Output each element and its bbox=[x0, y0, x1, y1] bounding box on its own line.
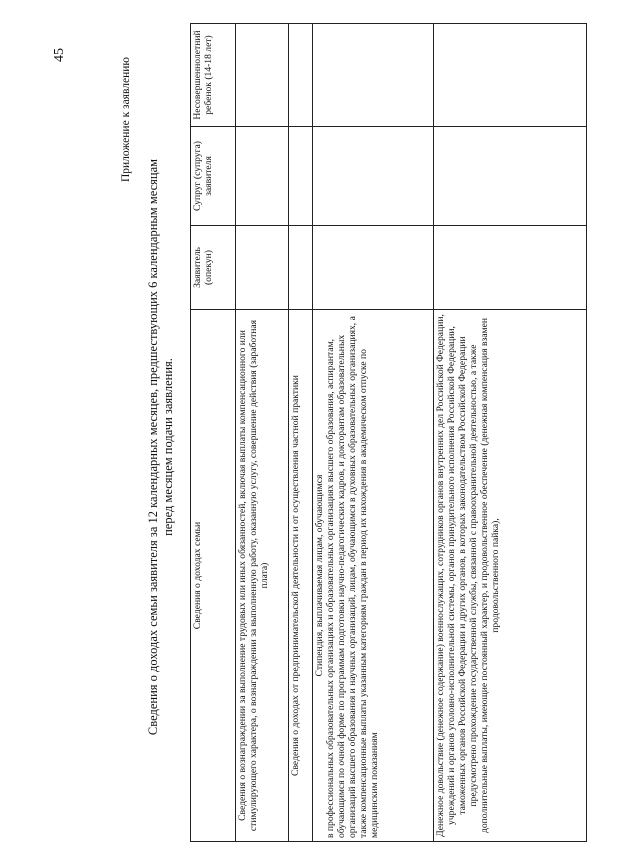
heading-line-1: Сведения о доходах семьи заявителя за 12 календарных месяцев, предшествующих 6 календарным месяцам bbox=[146, 158, 160, 736]
income-table bbox=[190, 23, 587, 842]
table-row bbox=[289, 24, 313, 842]
cell-spouse[interactable] bbox=[236, 127, 289, 226]
header-minor-child: Несовершеннолетний ребенок (14-18 лет) bbox=[191, 24, 236, 127]
header-income-info: Сведения о доходах семьи bbox=[191, 310, 236, 842]
row-wages-text: Сведения о вознаграждении за выполнение трудовых или иных обязанностей, включая выплаты компенсационного или стимулирующего характера, о вознаграждении за выполненную работу, оказанную услугу, совершение действия (заработная плата) bbox=[236, 310, 289, 842]
page-number: 45 bbox=[52, 48, 67, 62]
cell-applicant[interactable] bbox=[313, 226, 434, 310]
row-business-text: Сведения о доходах от предпринимательской деятельности и от осуществления частной практики bbox=[289, 310, 313, 842]
cell-spouse[interactable] bbox=[434, 127, 587, 226]
row-stipend bbox=[313, 310, 434, 842]
appendix-label: Приложение к заявлению bbox=[120, 57, 132, 183]
table-row bbox=[434, 24, 587, 842]
cell-applicant[interactable] bbox=[434, 226, 587, 310]
cell-spouse[interactable] bbox=[289, 127, 313, 226]
cell-applicant[interactable] bbox=[289, 226, 313, 310]
row-stipend-text: в профессиональных образовательных организациях и образовательных организациях высшего образования, аспирантам, обучающимся по очной форме по программам подготовки научно-педагогических кадров, и докторантам образовательных организаций высшего образования и научных организаций, лицам, обучающимся в духовных образовательных организациях, а также компенсационные выплаты указанным категориям граждан в период их нахождения в академическом отпуске по медицинским показаниям bbox=[325, 316, 380, 838]
table-row bbox=[236, 24, 289, 842]
cell-applicant[interactable] bbox=[236, 226, 289, 310]
rotated-page-content bbox=[120, 30, 625, 842]
header-spouse: Супруг (супруга) заявителя bbox=[191, 127, 236, 226]
row-allowance-text: Денежное довольствие (денежное содержание) военнослужащих, сотрудников органов внутренних дел Российской Федерации, учреждений и органов уголовно-исполнительной системы, органов принудительного исполнения Российской Федерации, таможенных органов Российской Федерации и других органов, в которых законодательством Российской Федерации предусмотрено прохождение государственной службы, связанной с правоохранительной деятельностью, а также дополнительные выплаты, имеющие постоянный характер, и продовольственное обеспечение (денежная компенсация взамен продовольственного пайка), bbox=[434, 310, 587, 842]
cell-minor-child[interactable] bbox=[289, 24, 313, 127]
heading-line-2: перед месяцем подачи заявления. bbox=[161, 358, 175, 536]
cell-minor-child[interactable] bbox=[313, 24, 434, 127]
document-heading bbox=[146, 52, 176, 842]
cell-spouse[interactable] bbox=[313, 127, 434, 226]
table-row bbox=[313, 24, 434, 842]
header-applicant: Заявитель (опекун) bbox=[191, 226, 236, 310]
cell-minor-child[interactable] bbox=[236, 24, 289, 127]
cell-minor-child[interactable] bbox=[434, 24, 587, 127]
row-stipend-title: Стипендия, выплачиваемая лицам, обучающимся bbox=[314, 474, 325, 677]
table-header-row bbox=[191, 24, 236, 842]
